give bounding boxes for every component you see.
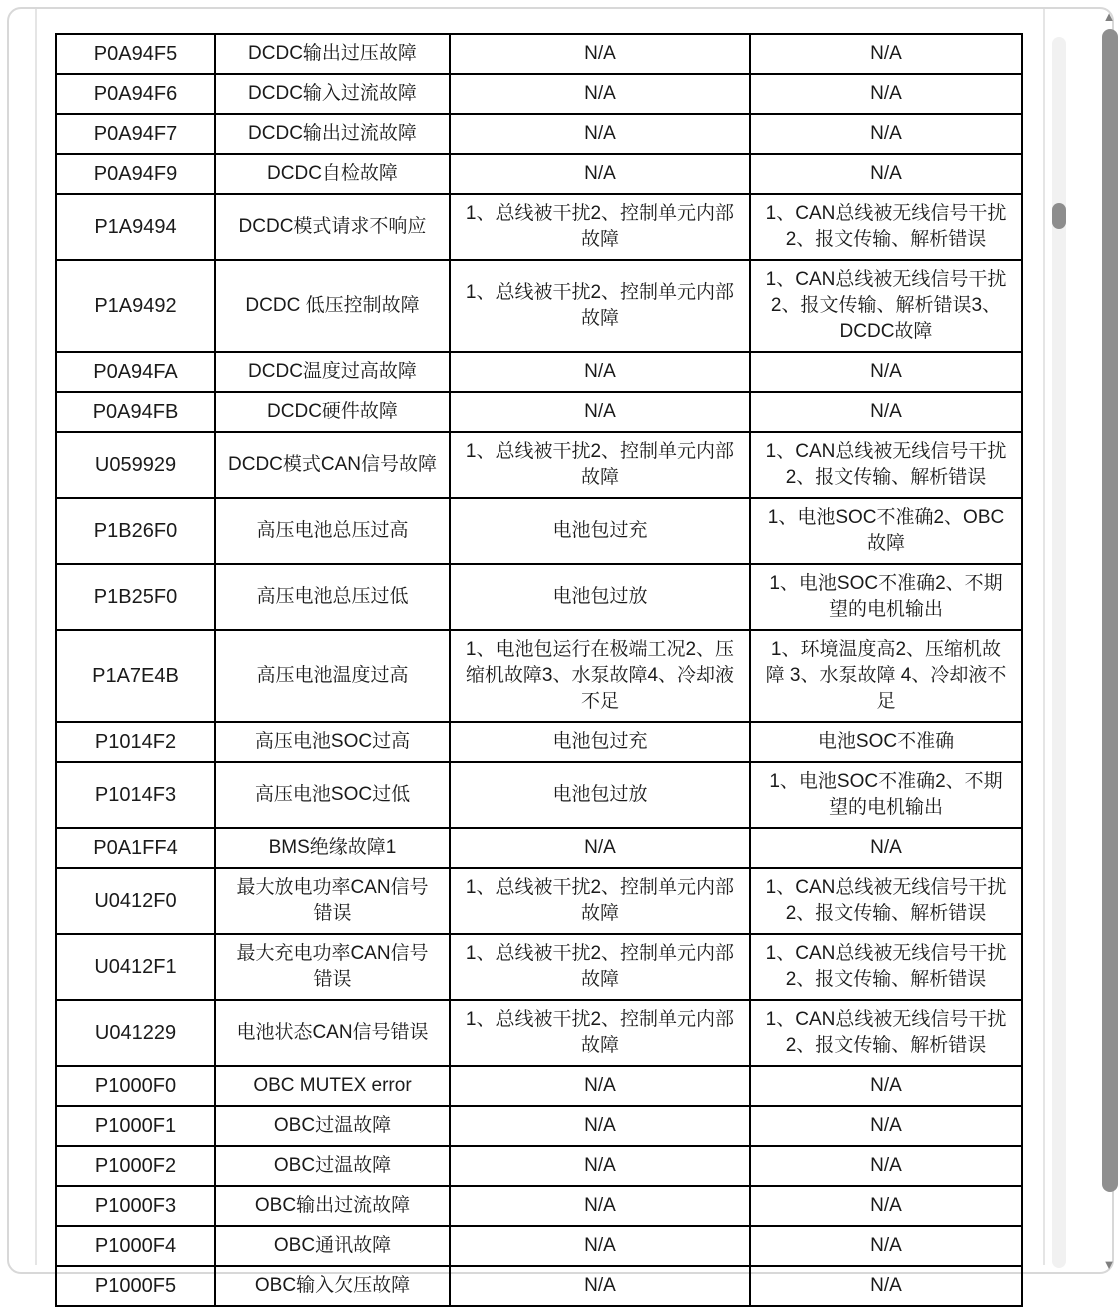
table-row [56, 1106, 1022, 1146]
cell-possible-cause-1: N/A [450, 74, 750, 114]
cell-possible-cause-2: N/A [750, 392, 1022, 432]
cell-possible-cause-1: 1、总线被干扰2、控制单元内部故障 [450, 934, 750, 1000]
table-row [56, 828, 1022, 868]
cell-possible-cause-2: N/A [750, 352, 1022, 392]
cell-possible-cause-2: 1、电池SOC不准确2、OBC故障 [750, 498, 1022, 564]
cell-possible-cause-1: N/A [450, 1106, 750, 1146]
cell-possible-cause-2: 1、环境温度高2、压缩机故障 3、水泵故障 4、冷却液不足 [750, 630, 1022, 722]
cell-fault-code: P0A94F7 [56, 114, 215, 154]
cell-fault-description: OBC MUTEX error [215, 1066, 450, 1106]
cell-possible-cause-1: N/A [450, 352, 750, 392]
cell-possible-cause-1: 电池包过充 [450, 498, 750, 564]
cell-fault-description: 高压电池温度过高 [215, 630, 450, 722]
cell-possible-cause-2: N/A [750, 74, 1022, 114]
table-row [56, 352, 1022, 392]
cell-fault-description: DCDC输入过流故障 [215, 74, 450, 114]
scroll-down-button[interactable] [1098, 1257, 1120, 1273]
cell-possible-cause-2: N/A [750, 828, 1022, 868]
cell-fault-code: P0A94F5 [56, 34, 215, 74]
cell-fault-code: P1000F2 [56, 1146, 215, 1186]
scroll-up-arrow-icon: ▲ [1102, 9, 1116, 24]
cell-possible-cause-2: 1、CAN总线被无线信号干扰2、报文传输、解析错误3、DCDC故障 [750, 260, 1022, 352]
cell-fault-description: 高压电池总压过高 [215, 498, 450, 564]
cell-possible-cause-2: 1、CAN总线被无线信号干扰2、报文传输、解析错误 [750, 432, 1022, 498]
cell-possible-cause-2: N/A [750, 1186, 1022, 1226]
cell-possible-cause-1: N/A [450, 1266, 750, 1306]
table-row [56, 194, 1022, 260]
cell-fault-description: 最大充电功率CAN信号错误 [215, 934, 450, 1000]
cell-fault-code: P1A7E4B [56, 630, 215, 722]
cell-fault-code: P1B26F0 [56, 498, 215, 564]
table-row [56, 1146, 1022, 1186]
cell-fault-code: P0A94F6 [56, 74, 215, 114]
inner-scrollbar-track[interactable] [1052, 37, 1066, 1268]
cell-fault-description: OBC输出过流故障 [215, 1186, 450, 1226]
cell-possible-cause-1: 电池包过放 [450, 564, 750, 630]
table-row [56, 1266, 1022, 1306]
cell-fault-description: DCDC 低压控制故障 [215, 260, 450, 352]
cell-fault-code: U0412F0 [56, 868, 215, 934]
cell-fault-code: P1B25F0 [56, 564, 215, 630]
cell-fault-code: P1014F3 [56, 762, 215, 828]
cell-possible-cause-2: 1、电池SOC不准确2、不期望的电机输出 [750, 762, 1022, 828]
page-right-edge [1043, 9, 1045, 1265]
cell-fault-description: 高压电池总压过低 [215, 564, 450, 630]
cell-fault-code: P1A9494 [56, 194, 215, 260]
cell-fault-code: P1000F3 [56, 1186, 215, 1226]
cell-fault-description: DCDC模式请求不响应 [215, 194, 450, 260]
cell-fault-code: P0A94FA [56, 352, 215, 392]
cell-possible-cause-1: N/A [450, 828, 750, 868]
cell-possible-cause-1: 1、总线被干扰2、控制单元内部故障 [450, 260, 750, 352]
table-row [56, 432, 1022, 498]
cell-possible-cause-2: N/A [750, 114, 1022, 154]
table-row [56, 564, 1022, 630]
cell-possible-cause-2: 1、CAN总线被无线信号干扰2、报文传输、解析错误 [750, 934, 1022, 1000]
inner-scrollbar-thumb[interactable] [1052, 203, 1066, 229]
cell-fault-code: P0A94FB [56, 392, 215, 432]
table-row [56, 34, 1022, 74]
cell-fault-description: OBC输入欠压故障 [215, 1266, 450, 1306]
cell-possible-cause-2: N/A [750, 154, 1022, 194]
table-row [56, 74, 1022, 114]
table-row [56, 260, 1022, 352]
cell-possible-cause-1: N/A [450, 392, 750, 432]
cell-fault-code: P1A9492 [56, 260, 215, 352]
cell-possible-cause-2: N/A [750, 1226, 1022, 1266]
cell-possible-cause-1: 1、总线被干扰2、控制单元内部故障 [450, 194, 750, 260]
scroll-up-button[interactable] [1098, 9, 1120, 25]
cell-possible-cause-1: 1、总线被干扰2、控制单元内部故障 [450, 432, 750, 498]
cell-fault-code: P1014F2 [56, 722, 215, 762]
cell-fault-code: P1000F4 [56, 1226, 215, 1266]
cell-possible-cause-2: 1、电池SOC不准确2、不期望的电机输出 [750, 564, 1022, 630]
cell-possible-cause-1: N/A [450, 34, 750, 74]
cell-possible-cause-2: 1、CAN总线被无线信号干扰2、报文传输、解析错误 [750, 1000, 1022, 1066]
cell-fault-code: P1000F5 [56, 1266, 215, 1306]
cell-fault-description: OBC通讯故障 [215, 1226, 450, 1266]
cell-fault-description: 电池状态CAN信号错误 [215, 1000, 450, 1066]
page-left-edge [35, 9, 37, 1265]
cell-possible-cause-2: 1、CAN总线被无线信号干扰2、报文传输、解析错误 [750, 868, 1022, 934]
cell-possible-cause-1: 1、总线被干扰2、控制单元内部故障 [450, 868, 750, 934]
cell-fault-description: DCDC输出过压故障 [215, 34, 450, 74]
table-row [56, 1000, 1022, 1066]
cell-possible-cause-1: N/A [450, 154, 750, 194]
cell-fault-description: OBC过温故障 [215, 1106, 450, 1146]
cell-fault-description: OBC过温故障 [215, 1146, 450, 1186]
cell-fault-description: DCDC自检故障 [215, 154, 450, 194]
cell-fault-code: U059929 [56, 432, 215, 498]
cell-possible-cause-2: 1、CAN总线被无线信号干扰2、报文传输、解析错误 [750, 194, 1022, 260]
table-row [56, 1066, 1022, 1106]
table-row [56, 154, 1022, 194]
table-row [56, 392, 1022, 432]
cell-possible-cause-2: N/A [750, 1066, 1022, 1106]
table-row [56, 934, 1022, 1000]
outer-scrollbar-thumb[interactable] [1102, 29, 1118, 1192]
cell-possible-cause-1: N/A [450, 1066, 750, 1106]
cell-fault-code: U0412F1 [56, 934, 215, 1000]
cell-fault-description: 高压电池SOC过低 [215, 762, 450, 828]
cell-fault-code: U041229 [56, 1000, 215, 1066]
cell-possible-cause-2: N/A [750, 1146, 1022, 1186]
fault-code-table [55, 33, 1023, 1307]
cell-fault-code: P1000F1 [56, 1106, 215, 1146]
cell-possible-cause-1: N/A [450, 1226, 750, 1266]
cell-possible-cause-1: N/A [450, 1146, 750, 1186]
cell-fault-description: DCDC硬件故障 [215, 392, 450, 432]
cell-possible-cause-1: 电池包过充 [450, 722, 750, 762]
cell-possible-cause-1: 1、总线被干扰2、控制单元内部故障 [450, 1000, 750, 1066]
table-row [56, 722, 1022, 762]
cell-possible-cause-2: 电池SOC不准确 [750, 722, 1022, 762]
cell-possible-cause-1: 1、电池包运行在极端工况2、压缩机故障3、水泵故障4、冷却液不足 [450, 630, 750, 722]
cell-fault-description: 最大放电功率CAN信号错误 [215, 868, 450, 934]
document-viewport [55, 33, 1025, 1297]
table-row [56, 630, 1022, 722]
table-row [56, 1226, 1022, 1266]
cell-fault-description: 高压电池SOC过高 [215, 722, 450, 762]
cell-possible-cause-2: N/A [750, 1266, 1022, 1306]
table-row [56, 1186, 1022, 1226]
document-window [7, 7, 1114, 1297]
cell-possible-cause-2: N/A [750, 1106, 1022, 1146]
cell-fault-description: DCDC模式CAN信号故障 [215, 432, 450, 498]
table-row [56, 498, 1022, 564]
cell-possible-cause-2: N/A [750, 34, 1022, 74]
cell-possible-cause-1: N/A [450, 114, 750, 154]
cell-fault-description: DCDC温度过高故障 [215, 352, 450, 392]
table-row [56, 868, 1022, 934]
scroll-down-arrow-icon: ▼ [1102, 1257, 1116, 1272]
cell-fault-description: DCDC输出过流故障 [215, 114, 450, 154]
cell-fault-code: P0A94F9 [56, 154, 215, 194]
cell-possible-cause-1: N/A [450, 1186, 750, 1226]
table-row [56, 114, 1022, 154]
cell-fault-code: P0A1FF4 [56, 828, 215, 868]
cell-fault-description: BMS绝缘故障1 [215, 828, 450, 868]
table-row [56, 762, 1022, 828]
cell-fault-code: P1000F0 [56, 1066, 215, 1106]
cell-possible-cause-1: 电池包过放 [450, 762, 750, 828]
